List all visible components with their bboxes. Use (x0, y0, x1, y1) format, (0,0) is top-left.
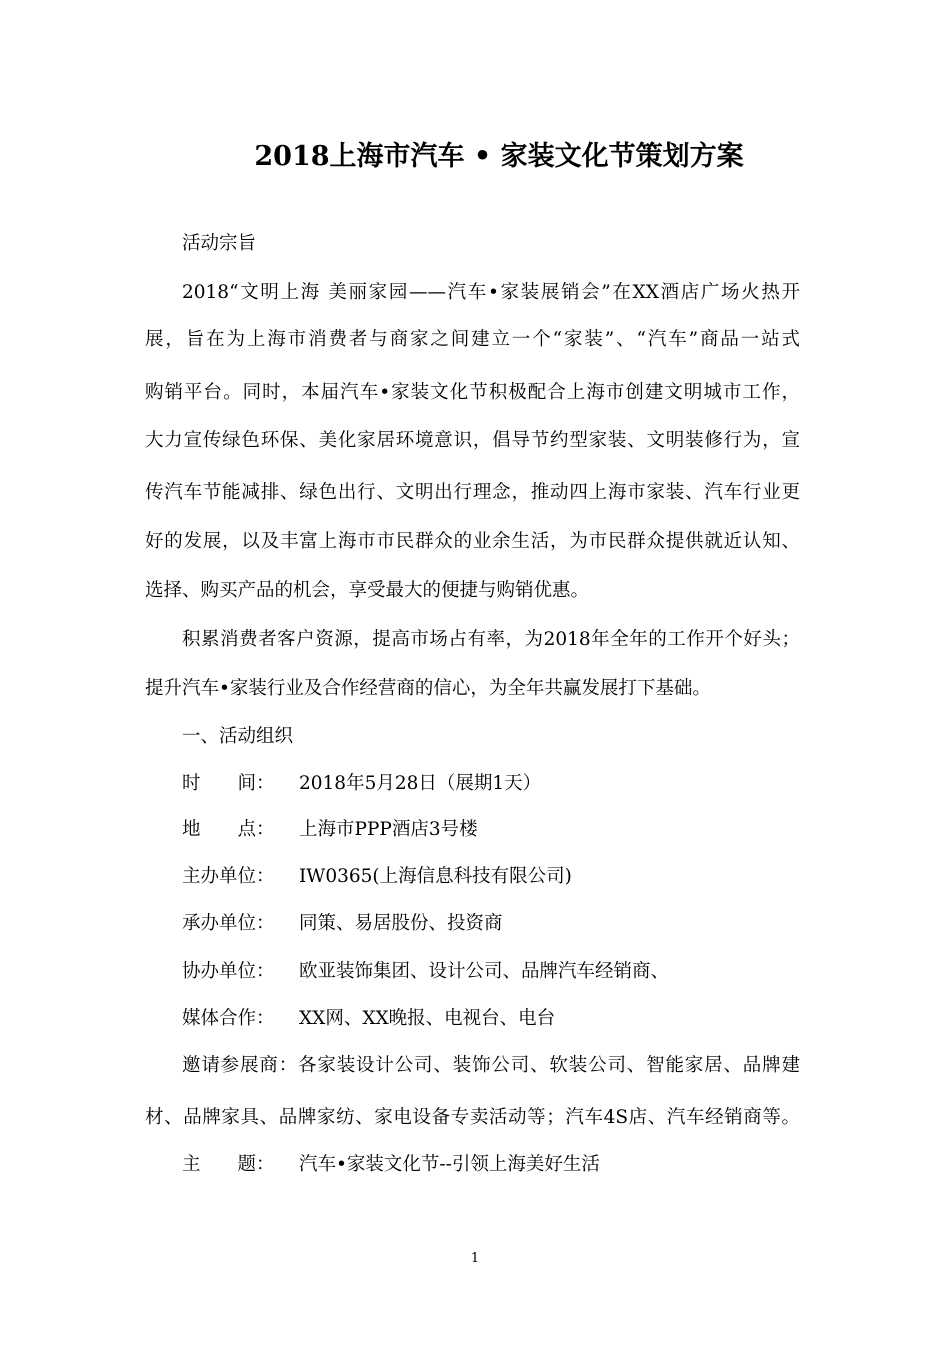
field-host (182, 862, 572, 892)
page-number: 1 (470, 1251, 480, 1266)
section-heading-purpose: 活动宗旨 (182, 233, 257, 254)
paragraph-line: 选择、购买产品的机会，享受最大的便捷与购销优惠。 (145, 580, 590, 601)
field-value: 上海市PPP酒店3号楼 (299, 819, 478, 840)
field-value: XX网、XX晚报、电视台、电台 (299, 1008, 556, 1029)
document-title: 2018上海市汽车 • 家装文化节策划方案 (254, 141, 744, 172)
field-label: 主 题： (182, 1154, 275, 1175)
field-co-organizer (182, 957, 669, 987)
field-time (182, 769, 541, 799)
field-label: 协办单位： (182, 961, 275, 982)
field-value: IW0365(上海信息科技有限公司) (299, 866, 572, 887)
field-value: 汽车•家装文化节--引领上海美好生活 (299, 1154, 600, 1175)
paragraph-line: 积累消费者客户资源，提高市场占有率，为2018年全年的工作开个好头； (182, 629, 800, 650)
paragraph-line: 购销平台。同时，本届汽车•家装文化节积极配合上海市创建文明城市工作， (145, 382, 800, 403)
field-label: 时 间： (182, 773, 275, 794)
field-exhibitors-line: 材、品牌家具、品牌家纺、家电设备专卖活动等；汽车4S店、汽车经销商等。 (145, 1107, 800, 1128)
paragraph-line: 展，旨在为上海市消费者与商家之间建立一个“家装”、“汽车”商品一站式 (145, 329, 800, 350)
field-value: 2018年5月28日（展期1天） (299, 773, 542, 794)
field-label: 地 点： (182, 819, 275, 840)
field-value: 同策、易居股份、投资商 (299, 913, 503, 934)
field-label: 承办单位： (182, 913, 275, 934)
field-place (182, 815, 478, 845)
paragraph-line: 2018“文明上海 美丽家园——汽车•家装展销会”在XX酒店广场火热开 (182, 282, 800, 303)
field-value: 欧亚装饰集团、设计公司、品牌汽车经销商、 (299, 961, 670, 982)
field-media (182, 1004, 555, 1034)
field-label: 主办单位： (182, 866, 275, 887)
paragraph-line: 好的发展，以及丰富上海市市民群众的业余生活，为市民群众提供就近认知、 (145, 531, 800, 552)
paragraph-line: 提升汽车•家装行业及合作经营商的信心，为全年共赢发展打下基础。 (145, 678, 711, 699)
paragraph-line: 大力宣传绿色环保、美化家居环境意识，倡导节约型家装、文明装修行为，宣 (145, 430, 800, 451)
field-exhibitors-line: 邀请参展商：各家装设计公司、装饰公司、软装公司、智能家居、品牌建 (182, 1055, 800, 1076)
paragraph-line: 传汽车节能减排、绿色出行、文明出行理念，推动四上海市家装、汽车行业更 (145, 482, 800, 503)
field-theme (182, 1150, 600, 1180)
section-heading-organization: 一、活动组织 (182, 726, 294, 747)
field-label: 媒体合作： (182, 1008, 275, 1029)
field-organizer (182, 909, 503, 939)
